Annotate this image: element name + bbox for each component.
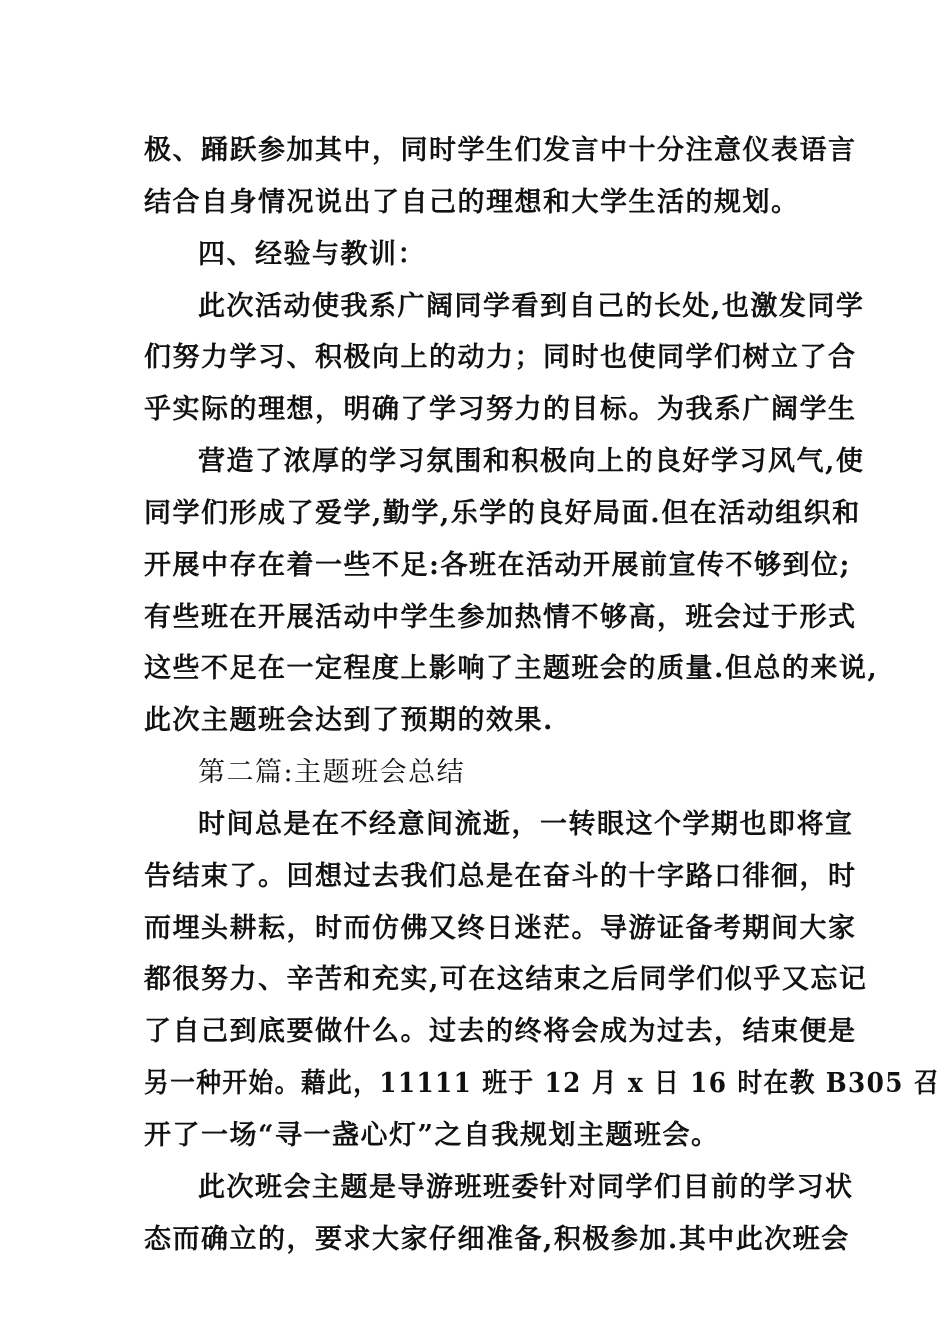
paragraph-line: 极、踊跃参加其中，同时学生们发言中十分注意仪表语言 [144,135,857,166]
paragraph-line: 这些不足在一定程度上影响了主题班会的质量.但总的来说, [144,653,879,684]
section-title: 第二篇:主题班会总结 [198,757,466,788]
paragraph-line: 另一种开始。藉此，11111 班于 12 月 x 日 16 时在教 B305 召 [144,1068,941,1099]
paragraph-line: 营造了浓厚的学习氛围和积极向上的良好学习风气,使 [198,446,865,477]
paragraph-line: 态而确立的，要求大家仔细准备,积极参加.其中此次班会 [144,1224,850,1255]
paragraph-line: 开展中存在着一些不足:各班在活动开展前宣传不够到位; [144,550,851,581]
paragraph-line: 此次班会主题是导游班班委针对同学们目前的学习状 [198,1172,854,1203]
paragraph-line: 们努力学习、积极向上的动力；同时也使同学们树立了合 [144,342,857,373]
paragraph-line: 开了一场“寻一盏心灯”之自我规划主题班会。 [144,1120,720,1151]
paragraph-line: 同学们形成了爱学,勤学,乐学的良好局面.但在活动组织和 [144,498,861,529]
paragraph-line: 此次主题班会达到了预期的效果. [144,705,554,736]
paragraph-line: 有些班在开展活动中学生参加热情不够高，班会过于形式 [144,602,857,633]
paragraph-line: 结合自身情况说出了自己的理想和大学生活的规划。 [144,187,800,218]
section-heading: 四、经验与教训： [198,239,426,270]
paragraph-line: 乎实际的理想，明确了学习努力的目标。为我系广阔学生 [144,394,857,425]
paragraph-line: 都很努力、辛苦和充实,可在这结束之后同学们似乎又忘记 [144,964,868,995]
paragraph-line: 时间总是在不经意间流逝，一转眼这个学期也即将宣 [198,809,854,840]
paragraph-line: 告结束了。回想过去我们总是在奋斗的十字路口徘徊，时 [144,861,857,892]
paragraph-line: 了自己到底要做什么。过去的终将会成为过去，结束便是 [144,1016,857,1047]
paragraph-line: 此次活动使我系广阔同学看到自己的长处,也激发同学 [198,291,865,322]
paragraph-line: 而埋头耕耘，时而仿佛又终日迷茫。导游证备考期间大家 [144,913,857,944]
